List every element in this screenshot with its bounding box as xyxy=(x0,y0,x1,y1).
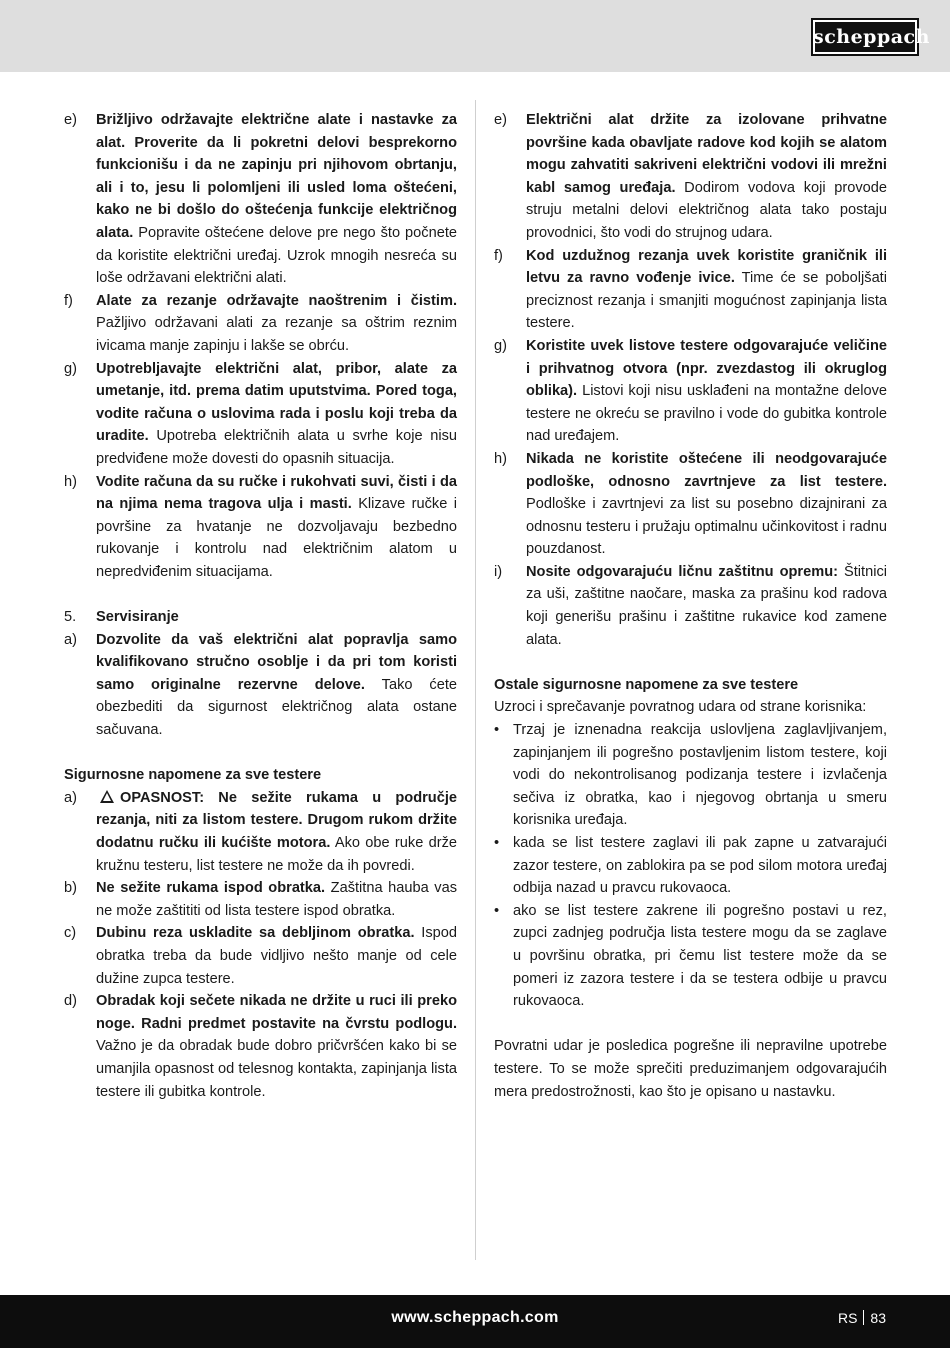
right-column xyxy=(494,109,887,1103)
item-left-e xyxy=(64,109,457,290)
item-marker: h) xyxy=(494,450,507,467)
item-text: Ispod obratka treba da bude vidljivo nešto manje od cele dužine zupca testere. xyxy=(96,925,457,987)
spacer xyxy=(494,651,887,674)
item-left-g xyxy=(64,358,457,471)
list-item xyxy=(494,719,887,832)
item-right-f xyxy=(494,245,887,335)
item-bold-text: OPASNOST: Ne sežite rukama u područje rezanja, niti za listom testere. Drugom rukom držite dodatnu ručku ili kućište motora. xyxy=(96,789,457,851)
page-separator xyxy=(863,1310,864,1325)
list-item xyxy=(494,900,887,1013)
item-saw-d xyxy=(64,990,457,1103)
logo-text: scheppach xyxy=(813,26,930,48)
item-marker: h) xyxy=(64,473,77,490)
website-link[interactable]: www.scheppach.com xyxy=(391,1309,559,1326)
item-marker: i) xyxy=(494,563,503,580)
item-text: Tako ćete obezbediti da sigurnost električnog alata ostane sačuvana. xyxy=(96,676,457,739)
item-bold-text: Alate za rezanje održavajte naoštrenim i čistim. xyxy=(96,292,457,309)
item-text: Listovi koji nisu usklađeni na montažne delove testere ne okreću se pravilno i vode do gubitka kontrole nad uređajem. xyxy=(526,383,887,445)
item-bold-text: Nosite odgovarajuću ličnu zaštitnu opremu: xyxy=(526,563,838,580)
item-text: Dodirom vodova koji provode struju metalni delovi električnog alata tako postaju provodnici, što vodi do strujnog udara. xyxy=(526,179,887,241)
language-code: RS xyxy=(837,1310,858,1326)
item-text: Podloške i zavrtnjevi za list su posebno dizajnirani za odnosnu testeru i pružaju optimalnu učinkovitost i radnu pouzdanost. xyxy=(526,496,887,558)
item-bold-text: Koristite uvek listove testere odgovarajuće veličine i prihvatnog otvora (npr. zvezdastog ili okruglog oblika). xyxy=(526,337,887,400)
item-text: Klizave ručke i površine za hvatanje ne dozvoljavaju bezbedno rukovanje i kontrolu nad električnim alatom u nepredviđenim situacijama. xyxy=(96,496,457,580)
page-number-value: 83 xyxy=(870,1310,886,1326)
item-right-e xyxy=(494,109,887,245)
spacer xyxy=(494,1013,887,1036)
bullet-mark: • xyxy=(494,722,500,739)
item-marker: f) xyxy=(64,292,73,309)
item-right-h xyxy=(494,448,887,561)
item-left-f xyxy=(64,290,457,358)
kickback-intro: Uzroci i sprečavanje povratnog udara od strane korisnika: xyxy=(494,699,867,716)
column-divider xyxy=(475,100,476,1260)
item-saw-c xyxy=(64,922,457,990)
section-5-heading xyxy=(64,606,457,629)
bullet-text: kada se list testere zaglavi ili pak zapne u zatvarajući zazor testere, on zablokira pa se pod silom motora uređaj odbija nazad u pravcu rukovaoca. xyxy=(513,835,887,897)
item-text: Popravite oštećene delove pre nego što počnete da koristite električni uređaj. Uzrok mnogih nesreća su loše održavani električni alati. xyxy=(96,224,457,287)
item-text: Štitnici za uši, zaštitne naočare, maska za prašinu kod radova koji generišu prašinu i zaštitne rukavice kod zamene alata. xyxy=(526,563,887,648)
item-servicing-a xyxy=(64,629,457,742)
item-text: Zaštitna hauba vas ne može zaštititi od lista testere ispod obratka. xyxy=(96,880,457,919)
item-bold-text: Dozvolite da vaš električni alat popravlja samo kvalifikovano stručno osoblje i da pri tom koristi samo originalne rezervne delove. xyxy=(96,631,457,693)
item-marker: c) xyxy=(64,925,77,942)
item-bold-text: Brižljivo održavajte električne alate i nastavke za alat. Proverite da li pokretni delovi besprekorno funkcionišu i da ne zapinju pri njihovom obrtanju, ali i to, jesu li polomljeni ili usled loma oštećeni, kako ne bi došlo do oštećenja funkcije električnog alata. xyxy=(96,112,457,241)
item-bold-text: Ne sežite rukama ispod obratka. xyxy=(96,880,326,897)
left-column xyxy=(64,109,457,1103)
page-footer xyxy=(0,1295,950,1348)
bullet-text: Trzaj je iznenadna reakcija uslovljena zaglavljivanjem, zapinjanjem ili pogrešno postavljenim listom testere, koji vodi do nekontrolisanog podizanja testere i izvlačenja sečiva iz obratka, kao i njegovog obrtanja u smeru korisnika uređaja. xyxy=(513,722,887,829)
spacer xyxy=(64,583,457,606)
item-saw-a xyxy=(64,787,457,877)
item-text: Upotreba električnih alata u svrhe koje nisu predviđene može dovesti do opasnih situacija. xyxy=(96,428,457,467)
saw-safety-heading: Sigurnosne napomene za sve testere xyxy=(64,767,322,784)
item-bold-text: Vodite računa da su ručke i rukohvati suvi, čisti i da na njima nema tragova ulja i masti. xyxy=(96,473,457,513)
spacer xyxy=(64,742,457,765)
item-text: Ako obe ruke drže kružnu testeru, list testere ne može da ih povredi. xyxy=(96,835,457,874)
list-item xyxy=(494,832,887,900)
item-marker: g) xyxy=(494,337,507,354)
closing-paragraph: Povratni udar je posledica pogrešne ili nepravilne upotrebe testere. To se može sprečiti preduzimanjem odgovarajućih mera predostrožnosti, kao što je opisano u nastavku. xyxy=(494,1038,887,1100)
item-bold-text: Kod uzdužnog rezanja uvek koristite graničnik ili letvu za ravno vođenje ivice. xyxy=(526,247,887,287)
item-saw-b xyxy=(64,877,457,922)
item-text: Time će se poboljšati preciznost rezanja i smanjiti mogućnost zapinjanja lista testere. xyxy=(526,270,887,332)
item-left-h xyxy=(64,471,457,584)
item-text: Važno je da obradak bude dobro pričvršćen kako bi se umanjila opasnost od telesnog kontakta, zapinjanja lista testere ili gubitka kontrole. xyxy=(96,1038,457,1100)
item-marker: g) xyxy=(64,360,77,377)
item-marker: e) xyxy=(64,112,77,128)
item-right-g xyxy=(494,335,887,448)
item-right-i xyxy=(494,561,887,651)
page-number xyxy=(838,1310,886,1326)
scheppach-logo xyxy=(811,18,930,56)
item-marker: a) xyxy=(64,789,77,806)
item-bold-text: Obradak koji sečete nikada ne držite u ruci ili preko noge. Radni predmet postavite na čvrstu podlogu. xyxy=(96,993,457,1032)
item-marker: e) xyxy=(494,112,507,128)
warning-triangle-icon xyxy=(100,790,114,803)
item-bold-text: Električni alat držite za izolovane prihvatne površine kada obavljate radove kod kojih se alatom mogu zahvatiti sakriveni električni vodovi ili mrežni kabl samog uređaja. xyxy=(526,112,887,196)
bullet-mark: • xyxy=(494,902,500,919)
item-bold-text: Nikada ne koristite oštećene ili neodgovarajuće podloške, odnosno zavrtnjeve za list testere. xyxy=(526,450,887,490)
item-marker: a) xyxy=(64,631,77,648)
other-safety-heading: Ostale sigurnosne napomene za sve testere xyxy=(494,676,799,693)
bullet-text: ako se list testere zakrene ili pogrešno postavi u rez, zupci zadnjeg područja lista testere mogu da se zaglave u površinu obratka, pri čemu list testere može da se pomeri iz zazora testere i da se testera odbije u pravcu rukovaoca. xyxy=(513,902,887,1010)
item-bold-text: Dubinu reza uskladite sa debljinom obratka. xyxy=(96,925,415,942)
page-header xyxy=(0,0,950,72)
item-marker: f) xyxy=(494,247,503,264)
item-bold-text: Upotrebljavajte električni alat, pribor, alate za umetanje, itd. prema datim uputstvima. Pored toga, vodite računa o uslovima rada i poslu koji treba da uradite. xyxy=(96,360,457,445)
section-number: 5. xyxy=(64,609,77,626)
bullet-mark: • xyxy=(494,835,500,851)
section-title: Servisiranje xyxy=(96,609,179,626)
item-text: Pažljivo održavani alati za rezanje sa oštrim reznim ivicama manje zapinju i lakše se obrću. xyxy=(96,315,457,354)
item-marker: d) xyxy=(64,993,77,1010)
item-marker: b) xyxy=(64,880,77,897)
